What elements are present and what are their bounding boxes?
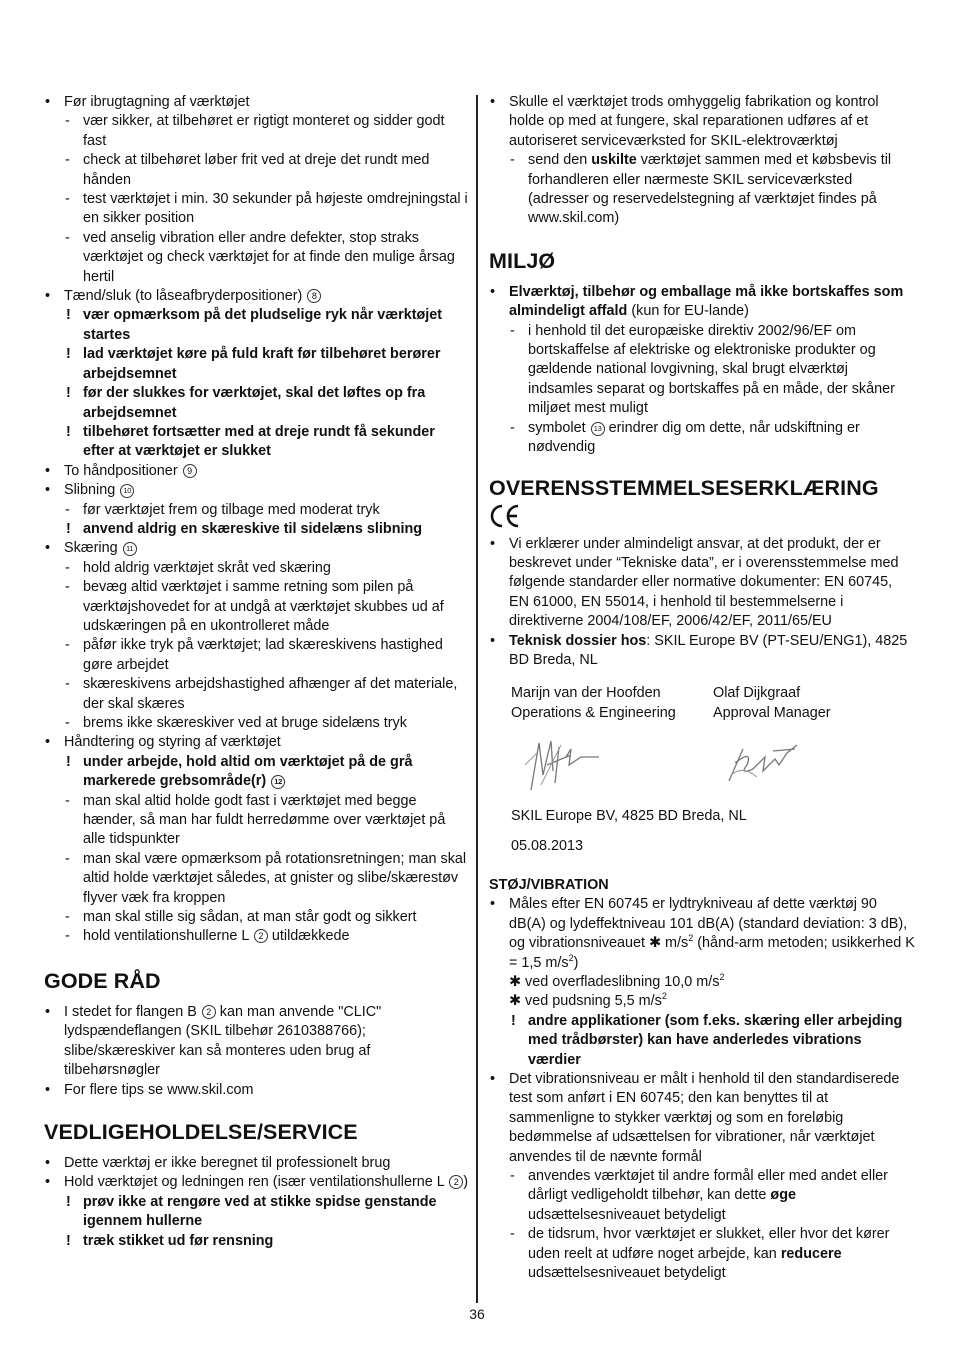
column-divider [476, 95, 478, 1303]
list-item: - anvendes værktøjet til andre formål eller med andet eller dårligt vedligeholdt tilbehør, kan dette øge udsættelsesniveauet betydeligt [489, 1167, 915, 1225]
reference-number: 10 [120, 484, 134, 498]
list-item: ! andre applikationer (som f.eks. skæring eller arbejding med trådbørster) kan have anderledes vibrations værdier [489, 1012, 915, 1070]
stoj-heading: STØJ/VIBRATION [489, 876, 609, 893]
usage-list [44, 93, 468, 947]
ce-mark-icon [489, 503, 521, 529]
signatory [713, 684, 915, 723]
list-item: • For flere tips se www.skil.com [44, 1081, 468, 1100]
gode-raad-list [44, 1003, 468, 1100]
list-item: - symbolet 13 erindrer dig om dette, når udskiftning er nødvendig [489, 419, 915, 458]
list-item: ! tilbehøret fortsætter med at dreje rundt få sekunder efter at værktøjet er slukket [44, 423, 468, 462]
list-item: - man skal stille sig sådan, at man står godt og sikkert [44, 908, 468, 927]
signature-scribble [713, 735, 803, 785]
list-item: • I stedet for flangen B 2 kan man anvende "CLIC" lydspændeflangen (SKIL tilbehør 2610388766); slibe/skæreskiver kan så monteres uden brug af tilbehørsnøgler [44, 1003, 468, 1081]
service-heading: VEDLIGEHOLDELSE/SERVICE [44, 1119, 358, 1144]
list-item: - ved anselig vibration eller andre defekter, stop straks værktøjet og check værktøjet for at finde den mulige årsag hertil [44, 229, 468, 287]
list-item: • To håndpositioner 9 [44, 462, 468, 481]
list-item: ! under arbejde, hold altid om værktøjet på de grå markerede grebsområde(r) 12 [44, 753, 468, 792]
list-item: • Før ibrugtagning af værktøjet [44, 93, 468, 112]
list-item: - vær sikker, at tilbehøret er rigtigt monteret og sidder godt fast [44, 112, 468, 151]
list-item: - hold ventilationshullerne L 2 utildækkede [44, 927, 468, 946]
list-item: • Slibning 10 [44, 481, 468, 500]
service-continued-list [489, 93, 915, 151]
list-item: ! træk stikket ud før rensning [44, 1232, 468, 1251]
page-number: 36 [469, 1306, 485, 1322]
list-item: ! vær opmærksom på det pludselige ryk når værktøjet startes [44, 306, 468, 345]
list-item: - send den uskilte værktøjet sammen med et købsbevis til forhandleren eller nærmeste SKIL serviceværksted (adresser og reservedelstegning af værktøjet findes på www.skil.com) [489, 151, 915, 229]
list-item: - påfør ikke tryk på værktøjet; lad skæreskivens hastighed gøre arbejdet [44, 636, 468, 675]
company-address: SKIL Europe BV, 4825 BD Breda, NL [511, 808, 747, 825]
reference-number: 2 [254, 929, 268, 943]
signature-scribble [511, 735, 601, 795]
signatories [511, 684, 915, 723]
list-item: - i henhold til det europæiske direktiv 2002/96/EF om bortskaffelse af elektriske og elektroniske produkter og gældende national lovgivning, skal brugt elværktøj indsamles separat og bortskaffes på en måde, der skåner miljøet mest muligt [489, 322, 915, 419]
list-item: ! anvend aldrig en skæreskive til sidelæns slibning [44, 520, 468, 539]
list-item: - skæreskivens arbejdshastighed afhænger af det materiale, der skal skæres [44, 675, 468, 714]
list-item: - brems ikke skæreskiver ved at bruge sidelæns tryk [44, 714, 468, 733]
reference-number: 11 [123, 542, 137, 556]
signature-image [511, 735, 713, 797]
list-item: - check at tilbehøret løber frit ved at dreje det rundt med hånden [44, 151, 468, 190]
list-item: • Måles efter EN 60745 er lydtrykniveau af dette værktøj 90 dB(A) og lydeffektniveau 101 dB(A) (standard deviation: 3 dB), og vibrationsniveauet ✱ $m/s^2$ (hånd-arm metoden; usikkerhed K = 1,5 $m/s^2$) [489, 895, 915, 973]
signatory [511, 684, 713, 723]
signatory-name: Marijn van der Hoofden [511, 685, 661, 702]
list-item: - man skal altid holde godt fast i værktøjet med begge hænder, så man har fuldt herredømme over værktøjet på alle tidspunkter [44, 792, 468, 850]
reference-number: 9 [183, 464, 197, 478]
list-item: • Vi erklærer under almindeligt ansvar, at det produkt, der er beskrevet under “Tekniske data”, er i overensstemmelse med følgende standarder eller normative dokumenter: EN 60745, EN 61000, EN 55014, i henhold til bestemmelserne i direktiverne 2004/108/EF, 2006/42/EF, 2011/65/EU [489, 535, 915, 632]
signatory-title: Operations & Engineering [511, 704, 676, 721]
service-list [44, 1154, 468, 1251]
signatory-name: Olaf Dijkgraaf [713, 685, 801, 702]
list-item: • Håndtering og styring af værktøjet [44, 733, 468, 752]
overens-heading: OVERENSSTEMMELSESERKLÆRING [489, 476, 915, 529]
list-item: - før værktøjet frem og tilbage med moderat tryk [44, 501, 468, 520]
signature-row [511, 735, 915, 797]
list-item: - man skal være opmærksom på rotationsretningen; man skal altid holde værktøjet således, at gnister og slibe/skærestøv flyver væk fra kroppen [44, 850, 468, 908]
signature-image [713, 735, 915, 797]
list-item: - de tidsrum, hvor værktøjet er slukket, eller hvor det kører uden reelt at udføre noget arbejde, kan reducere udsættelsesniveauet betydeligt [489, 1225, 915, 1283]
left-column [44, 93, 468, 1251]
list-item: - bevæg altid værktøjet i samme retning som pilen på værktøjshovedet for at undgå at værktøjet skubbes ud af udskæringen på en ukontrolleret måde [44, 578, 468, 636]
list-item: • Tænd/sluk (to låseafbryderpositioner) 8 [44, 287, 468, 306]
list-item: • Teknisk dossier hos: SKIL Europe BV (PT-SEU/ENG1), 4825 BD Breda, NL [489, 632, 915, 671]
list-item: • Det vibrationsniveau er målt i henhold til den standardiserede test som anført i EN 60745; den kan benyttes til at sammenligne to stykker værktøj og som en foreløbig bedømmelse af udsættelsen for vibrationer, når værktøjet anvendes til de nævnte formål [489, 1070, 915, 1167]
list-item: • Skæring 11 [44, 539, 468, 558]
reference-number: 2 [202, 1005, 216, 1019]
list-item: ✱ ved overfladeslibning 10,0 $m/s^2$ [509, 972, 725, 990]
list-item: - hold aldrig værktøjet skråt ved skæring [44, 559, 468, 578]
reference-number: 12 [271, 775, 285, 789]
reference-number: 2 [449, 1175, 463, 1189]
reference-number: 13 [591, 422, 605, 436]
list-item: • Elværktøj, tilbehør og emballage må ikke bortskaffes som almindeligt affald (kun for EU-lande) [489, 283, 915, 322]
list-item: ! før der slukkes for værktøjet, skal det løftes op fra arbejdsemnet [44, 384, 468, 423]
declaration-date: 05.08.2013 [511, 837, 584, 854]
right-column [489, 93, 915, 1284]
reference-number: 8 [307, 289, 321, 303]
list-item: • Dette værktøj er ikke beregnet til professionelt brug [44, 1154, 468, 1173]
signatory-title: Approval Manager [713, 704, 831, 721]
list-item: • Skulle el værktøjet trods omhyggelig fabrikation og kontrol holde op med at fungere, skal reparationen udføres af et autoriseret serviceværksted for SKIL-elektroværktøj [489, 93, 915, 151]
list-item: • Hold værktøjet og ledningen ren (især ventilationshullerne L 2 ) [44, 1173, 468, 1192]
list-item: - test værktøjet i min. 30 sekunder på højeste omdrejningstal i en sikker position [44, 190, 468, 229]
list-item: ! prøv ikke at rengøre ved at stikke spidse genstande igennem hullerne [44, 1193, 468, 1232]
list-item: ✱ ved pudsning 5,5 $m/s^2$ [509, 991, 667, 1010]
miljo-heading: MILJØ [489, 248, 556, 273]
list-item: ! lad værktøjet køre på fuld kraft før tilbehøret berører arbejdsemnet [44, 345, 468, 384]
gode-raad-heading: GODE RÅD [44, 968, 161, 993]
